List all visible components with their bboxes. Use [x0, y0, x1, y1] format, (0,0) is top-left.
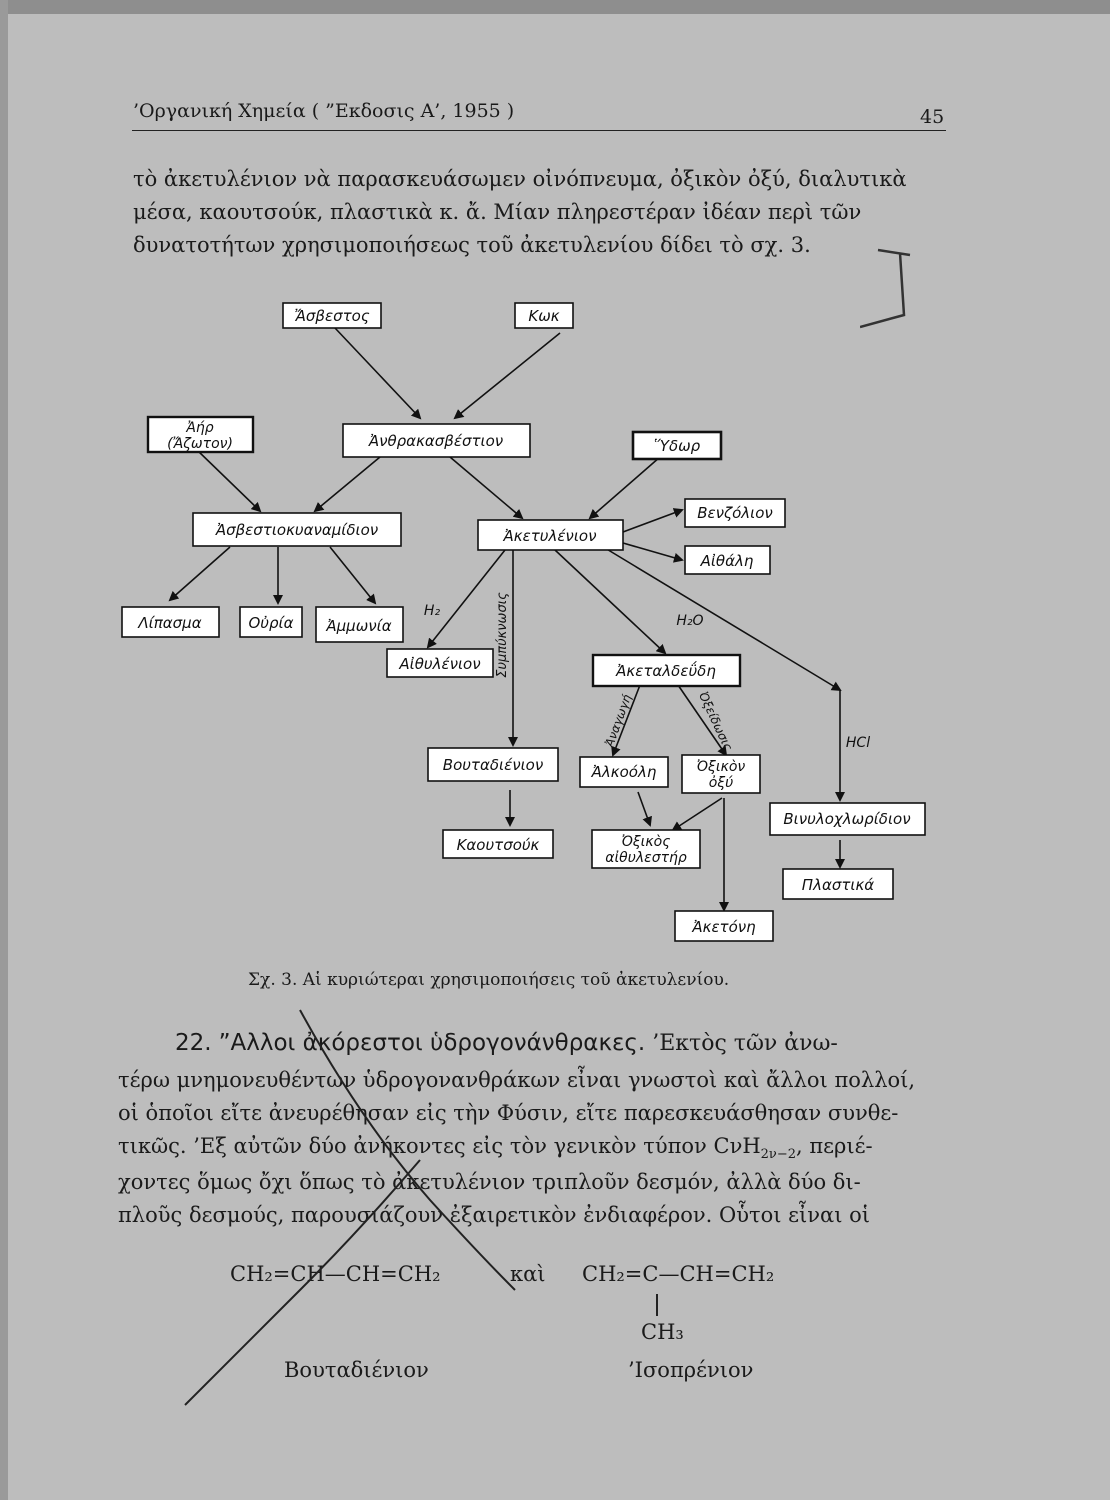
butadiene-formula: CH₂=CH—CH=CH₂	[230, 1262, 441, 1286]
formula-conjunction: καὶ	[510, 1262, 546, 1286]
text-line: οἱ ὁποῖοι εἴτε ἀνευρέθησαν εἰς τὴν Φύσιν, εἴτε παρεσκευάσθησαν συνθε-	[118, 1101, 899, 1125]
general-formula-subscript: 2ν−2	[760, 1147, 796, 1162]
text-fragment: , περιέ-	[796, 1134, 873, 1158]
node-ouria: Οὐρία	[248, 614, 294, 632]
node-voutadienion: Βουταδιένιον	[442, 756, 544, 774]
general-formula: CνH	[713, 1134, 761, 1158]
page-number: 45	[920, 106, 945, 128]
node-lipasma: Λίπασμα	[138, 614, 202, 632]
text-line: ’Εκτὸς τῶν ἀνω-	[652, 1031, 838, 1056]
node-aketylenion: Ἀκετυλένιον	[503, 527, 597, 545]
node-venzolion: Βενζόλιον	[697, 504, 773, 522]
isoprene-name: ’Ισοπρένιον	[628, 1358, 754, 1382]
butadiene-name: Βουταδιένιον	[284, 1358, 429, 1382]
node-kaoutsouk: Καουτσούκ	[456, 836, 540, 854]
node-asetoni: Ἀκετόνη	[692, 918, 756, 936]
label-oxeidosis: Ὀξείδωσις	[695, 689, 736, 753]
scan-top-edge	[0, 0, 1110, 14]
node-oxikon: Ὀξικὸν	[696, 759, 746, 775]
section-heading-line	[175, 1030, 838, 1056]
node-alkooli: Ἀλκοόλη	[591, 763, 657, 781]
node-azoton: (Ἄζωτον)	[167, 436, 233, 452]
text-fragment: τικῶς. ’Εξ αὐτῶν δύο ἀνήκοντες εἰς τὸν γενικὸν τύπον	[118, 1134, 707, 1158]
label-symptyknosis: Συμπύκνωσις	[495, 592, 510, 678]
text-line	[118, 1130, 948, 1166]
isoprene-methyl: CH₃	[641, 1320, 684, 1344]
node-asvestiokyanamidion: Ἀσβεστιοκυαναμίδιον	[215, 521, 379, 539]
text-line: δυνατοτήτων χρησιμοποιήσεως τοῦ ἀκετυλενίου δίδει τὸ σχ. 3.	[133, 233, 811, 257]
section-heading: ”Αλλοι ἀκόρεστοι ὑδρογονάνθρακες.	[218, 1030, 646, 1056]
node-ammonia: Ἀμμωνία	[326, 617, 392, 635]
node-aithylestir: αἰθυλεστήρ	[605, 850, 687, 866]
text-line: πλοῦς δεσμούς, παρουσιάζουν ἐξαιρετικὸν ἐνδιαφέρον. Οὗτοι εἶναι οἱ	[118, 1203, 871, 1227]
label-h2: H₂	[423, 603, 441, 619]
node-ydor: Ὕδωρ	[653, 437, 701, 455]
section-number: 22.	[175, 1030, 212, 1056]
node-asvestos: Ἄσβεστος	[294, 307, 370, 325]
header-rule	[132, 130, 946, 131]
label-hcl: HCl	[845, 735, 871, 751]
label-anagogi: Ἀναγωγή	[602, 692, 635, 749]
node-kok: Κωκ	[528, 307, 560, 325]
node-aithylenion: Αἰθυλένιον	[399, 655, 481, 673]
text-line: χοντες ὅμως ὄχι ὅπως τὸ ἀκετυλένιον τριπλοῦν δεσμόν, ἀλλὰ δύο δι-	[118, 1170, 861, 1194]
node-ar: Ἀήρ	[186, 420, 214, 436]
acetylene-uses-diagram	[110, 285, 950, 950]
isoprene-bond	[656, 1294, 658, 1316]
node-plastika: Πλαστικά	[801, 876, 875, 894]
scan-left-edge	[0, 0, 8, 1500]
node-andrakasvestion: Ἀνθρακασβέστιον	[368, 432, 504, 450]
isoprene-formula: CH₂=C—CH=CH₂	[582, 1262, 775, 1286]
node-oxikos: Ὀξικὸς	[621, 834, 671, 850]
running-header: ’Οργανική Χημεία ( ”Εκδοσις Α’, 1955 )	[133, 100, 515, 122]
node-oxy: ὀξύ	[708, 775, 734, 791]
label-h2o: H₂O	[676, 613, 704, 629]
node-aithali: Αἰθάλη	[700, 552, 754, 570]
node-aketaldeydi: Ἀκεταλδεΰδη	[616, 662, 716, 680]
section-paragraph	[118, 1064, 948, 1232]
text-line: τὸ ἀκετυλένιον νὰ παρασκευάσωμεν οἰνόπνευμα, ὀξικὸν ὀξύ, διαλυτικὰ	[133, 167, 907, 191]
intro-paragraph	[133, 163, 945, 262]
text-line: μέσα, καουτσούκ, πλαστικὰ κ. ἄ. Μίαν πληρεστέραν ἰδέαν περὶ τῶν	[133, 200, 862, 224]
figure-caption: Σχ. 3. Αἱ κυριώτεραι χρησιμοποιήσεις τοῦ ἀκετυλενίου.	[248, 970, 730, 990]
text-line: τέρω μνημονευθέντων ὑδρογονανθράκων εἶναι γνωστοὶ καὶ ἄλλοι πολλοί,	[118, 1068, 916, 1092]
node-vinylochloridion: Βινυλοχλωρίδιον	[783, 810, 911, 828]
